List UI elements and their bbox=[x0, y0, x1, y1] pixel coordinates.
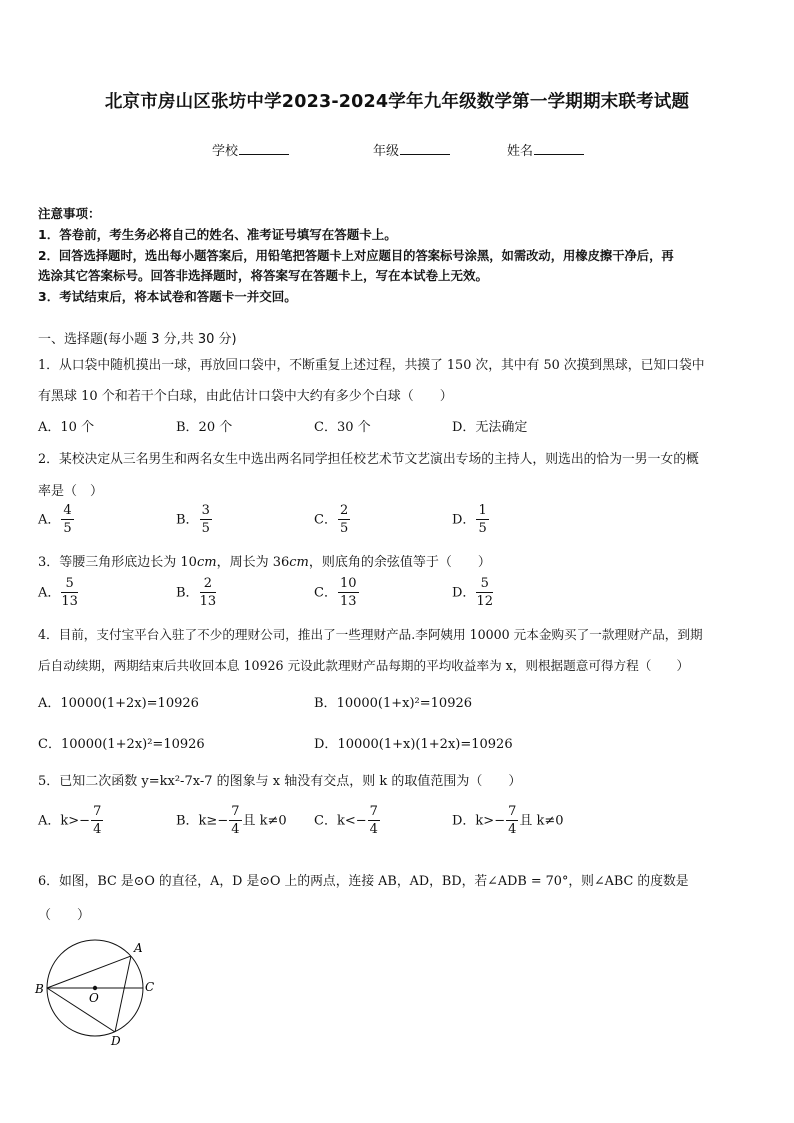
fraction: $\frac{7}{4}$ bbox=[508, 804, 517, 837]
q6-stem-cont: （ ） bbox=[38, 908, 91, 923]
q4-option-a: A．10000(1+2x)=10926 bbox=[38, 696, 199, 711]
fraction: $\frac{7}{4}$ bbox=[369, 804, 378, 837]
q3-option-d: D． $\frac{5}{12}$ bbox=[452, 576, 493, 609]
q4-stem-cont: 后自动续期，两期结束后共收回本息 10926 元设此款理财产品每期的平均收益率为 x，则根据题意可得方程（ ） bbox=[38, 658, 690, 673]
label-a: A bbox=[134, 941, 143, 955]
q4-option-d: D．10000(1+x)(1+2x)=10926 bbox=[314, 737, 513, 752]
q5-stem: 5．已知二次函数 y=kx²-7x-7 的图象与 x 轴没有交点，则 k 的取值范围为（ ） bbox=[38, 774, 522, 789]
q2-option-a: A． $\frac{4}{5}$ bbox=[38, 503, 72, 536]
q5-option-a: A．k>− $\frac{7}{4}$ bbox=[38, 804, 102, 837]
school-blank bbox=[239, 143, 289, 155]
q3-option-a: A． $\frac{5}{13}$ bbox=[38, 576, 78, 609]
fraction: $\frac{2}{5}$ bbox=[339, 503, 349, 536]
q1-option-d: D．无法确定 bbox=[452, 420, 528, 435]
q2-option-b: B． $\frac{3}{5}$ bbox=[176, 503, 210, 536]
fraction: $\frac{7}{4}$ bbox=[231, 804, 240, 837]
center-point bbox=[93, 986, 97, 990]
q5-option-d: D．k>− $\frac{7}{4}$ 且 k≠0 bbox=[452, 804, 564, 837]
label-d: D bbox=[111, 1034, 121, 1048]
q5-option-c: C．k<− $\frac{7}{4}$ bbox=[314, 804, 378, 837]
fraction: $\frac{2}{13}$ bbox=[199, 576, 217, 609]
q1-option-b: B．20 个 bbox=[176, 420, 233, 435]
q3-stem: 3．等腰三角形底边长为 10cm，周长为 36cm，则底角的余弦值等于（ ） bbox=[38, 555, 491, 570]
q1-stem: 1．从口袋中随机摸出一球，再放回口袋中，不断重复上述过程，共摸了 150 次，其中有 50 次摸到黑球，已知口袋中 bbox=[38, 358, 705, 373]
q4-option-c: C．10000(1+2x)²=10926 bbox=[38, 737, 205, 752]
q1-stem-cont: 有黑球 10 个和若干个白球，由此估计口袋中大约有多少个白球（ ） bbox=[38, 389, 453, 404]
q2-stem-cont: 率是（ ） bbox=[38, 484, 104, 499]
fraction: $\frac{7}{4}$ bbox=[93, 804, 102, 837]
fraction: $\frac{5}{12}$ bbox=[476, 576, 493, 609]
chord-ad bbox=[115, 956, 131, 1032]
q2-stem: 2．某校决定从三名男生和两名女生中选出两名同学担任校艺术节文艺演出专场的主持人，则选出的恰为一男一女的概 bbox=[38, 452, 699, 467]
fraction: $\frac{5}{13}$ bbox=[61, 576, 78, 609]
fraction: $\frac{1}{5}$ bbox=[478, 503, 487, 536]
q4-option-b: B．10000(1+x)²=10926 bbox=[314, 696, 473, 711]
q3-option-b: B． $\frac{2}{13}$ bbox=[176, 576, 217, 609]
circle-diagram bbox=[30, 935, 160, 1050]
q1-option-a: A．10 个 bbox=[38, 420, 95, 435]
name-field: 姓名 bbox=[507, 140, 584, 159]
fraction: $\frac{10}{13}$ bbox=[339, 576, 357, 609]
chord-ba bbox=[47, 956, 131, 988]
label-o: O bbox=[89, 991, 99, 1005]
notice-item-1: 1．答卷前，考生务必将自己的姓名、准考证号填写在答题卡上。 bbox=[38, 227, 397, 242]
q1-option-c: C．30 个 bbox=[314, 420, 371, 435]
q5-option-b: B．k≥− $\frac{7}{4}$ 且 k≠0 bbox=[176, 804, 287, 837]
fraction: $\frac{4}{5}$ bbox=[63, 503, 72, 536]
notice-heading: 注意事项： bbox=[38, 206, 101, 221]
notice-item-2-cont: 选涂其它答案标号。回答非选择题时，将答案写在答题卡上，写在本试卷上无效。 bbox=[38, 268, 489, 283]
q4-stem: 4．目前，支付宝平台入驻了不少的理财公司，推出了一些理财产品.李阿姨用 10000 元本金购买了一款理财产品，到期 bbox=[38, 627, 703, 642]
name-blank bbox=[534, 143, 584, 155]
grade-blank bbox=[400, 143, 450, 155]
exam-title: 北京市房山区张坊中学2023-2024学年九年级数学第一学期期末联考试题 bbox=[104, 92, 690, 112]
label-b: B bbox=[35, 982, 44, 996]
fraction: $\frac{3}{5}$ bbox=[201, 503, 210, 536]
notice-item-3: 3．考试结束后，将本试卷和答题卡一并交回。 bbox=[38, 289, 297, 304]
q2-option-c: C． $\frac{2}{5}$ bbox=[314, 503, 349, 536]
chord-bd bbox=[47, 988, 115, 1032]
school-field: 学校 bbox=[212, 140, 289, 159]
label-c: C bbox=[145, 980, 155, 994]
q6-stem: 6．如图，BC 是⊙O 的直径，A，D 是⊙O 上的两点，连接 AB，AD，BD，若∠ADB = 70°，则∠ABC 的度数是 bbox=[38, 874, 689, 889]
grade-field: 年级 bbox=[373, 140, 450, 159]
q2-option-d: D． $\frac{1}{5}$ bbox=[452, 503, 487, 536]
section-choice-heading: 一、选择题(每小题 3 分,共 30 分) bbox=[38, 332, 237, 347]
notice-item-2: 2．回答选择题时，选出每小题答案后，用铅笔把答题卡上对应题目的答案标号涂黑，如需改动，用橡皮擦干净后，再 bbox=[38, 249, 674, 263]
q3-option-c: C． $\frac{10}{13}$ bbox=[314, 576, 357, 609]
